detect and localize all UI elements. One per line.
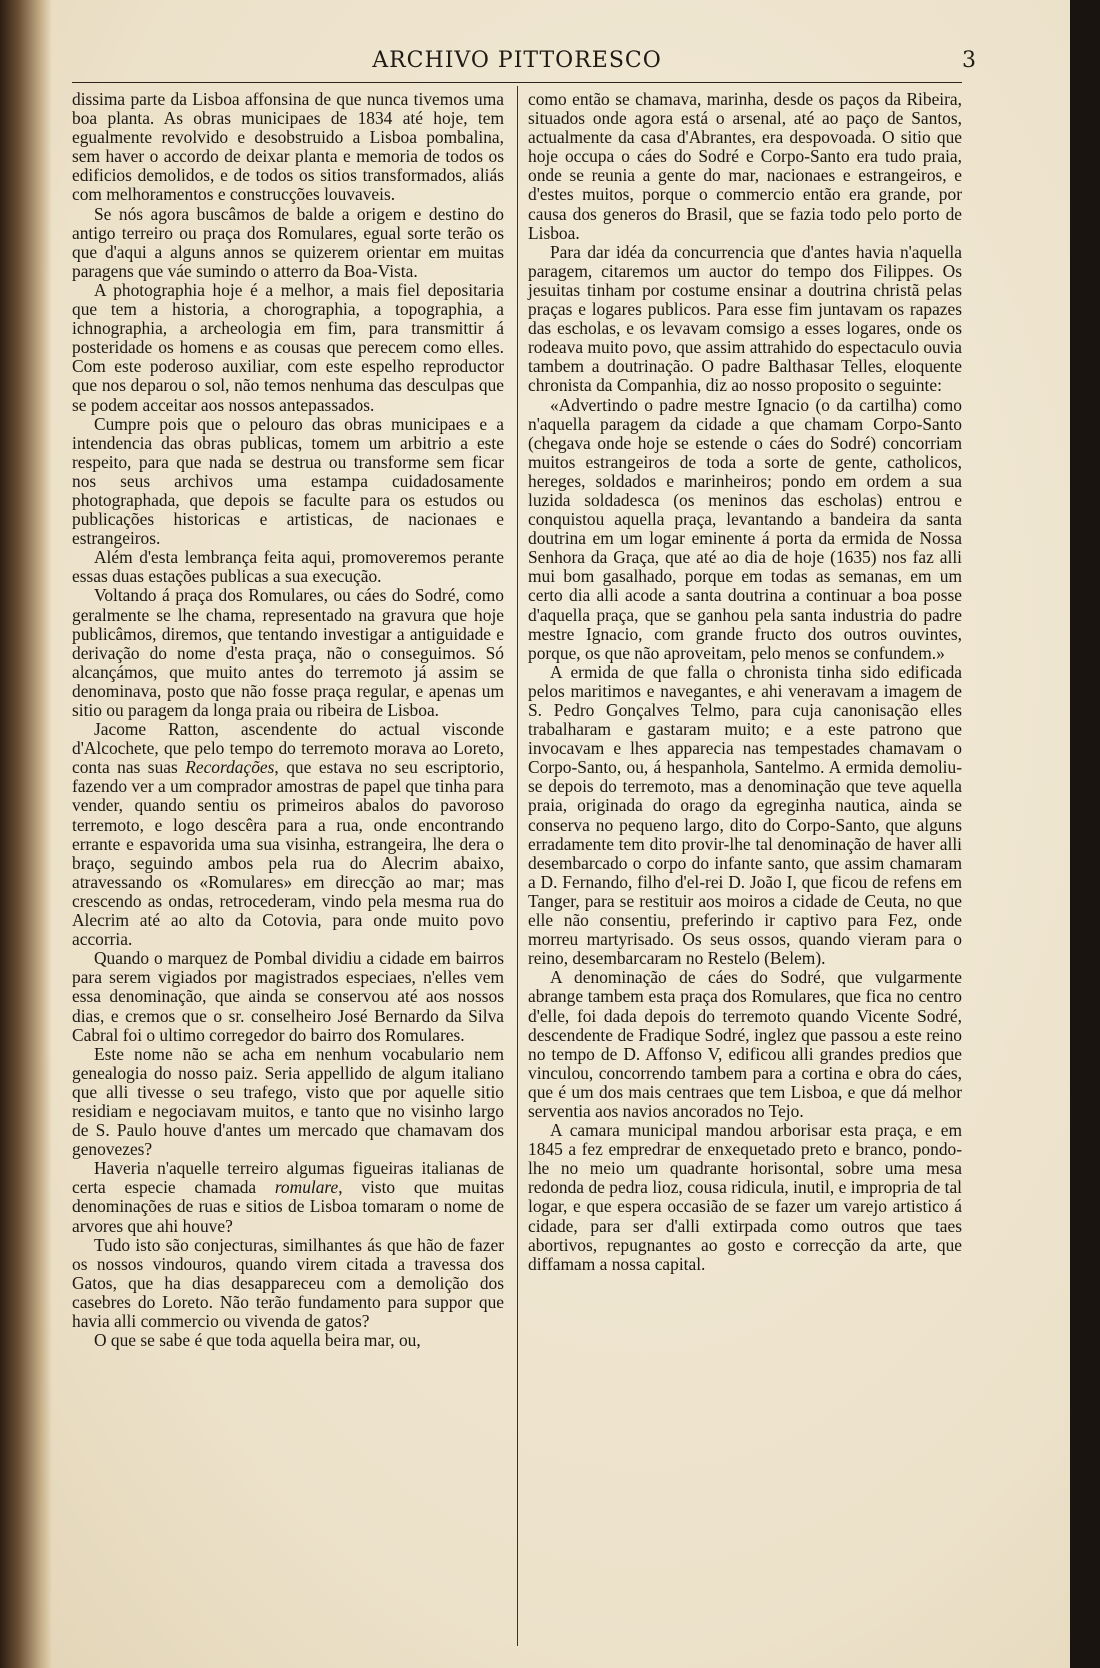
running-title: ARCHIVO PITTORESCO xyxy=(372,48,662,73)
paragraph: A photographia hoje é a melhor, a mais fiel depositaria que tem a historia, a chorographia, a topographia, a ichnographia, a archeologia em fim, para transmittir á posteridade os homens e as cousas que perecem como elles. Com este poderoso auxiliar, com este espelho reproductor que nos deparou o sol, não temos nenhuma das desculpas que se podem acceitar aos nossos antepassados. xyxy=(72,279,504,415)
left-column xyxy=(72,90,504,1350)
right-column xyxy=(528,90,962,1274)
paragraph: A denominação de cáes do Sodré, que vulgarmente abrange tambem esta praça dos Romulares, que fica no centro d'elle, foi dada depois do terremoto quando Vicente Sodré, descendente de Fradique Sodré, inglez que passou a este reino no tempo de D. Affonso V, edificou alli grandes predios que vinculou, concorrendo tambem para a cortina e obra do cáes, que é um dos mais centraes que tem Lisboa, e que dá melhor serventia aos navios ancorados no Tejo. xyxy=(528,967,962,1121)
paragraph: A camara municipal mandou arborisar esta praça, e em 1845 a fez empredrar de enxequetado preto e branco, pondo-lhe no meio um quadrante horisontal, sobre uma mesa redonda de pedra lioz, cousa ridicula, inutil, e impropria de tal logar, e que espera occasião de se fazer um varejo artistico á cidade, para ser d'alli extirpada como outros que taes abortivos, repugnantes ao gosto e correcção da arte, que diffamam a nossa capital. xyxy=(528,1120,962,1274)
paragraph: A ermida de que falla o chronista tinha sido edificada pelos maritimos e navegantes, e ahi veneravam a imagem de S. Pedro Gonçalves Telmo, para cuja canonisação elles trabalharam e gastaram muito; e a este patrono que invocavam e lhes apparecia nas tempestades chamavam o Corpo-Santo, ou, á hespanhola, Santelmo. A ermida demoliu-se depois do terremoto, mas a denominação que teve aquella praia, originada do orago da egreginha nautica, ainda se conserva no pequeno largo, dito do Corpo-Santo, que alguns erradamente tem dito provir-lhe tal denominação de haver alli desembarcado o corpo do infante santo, que assim chamaram a D. Fernando, filho d'el-rei D. João I, que ficou de refens em Tanger, para se restituir aos moiros a cidade de Ceuta, no que elle não consentiu, preferindo ir captivo para Fez, onde morreu martyrisado. Os seus ossos, quando vieram para o reino, desembarcaram no Restelo (Belem). xyxy=(528,661,962,969)
paragraph: dissima parte da Lisboa affonsina de que nunca tivemos uma boa planta. As obras municipaes de 1834 até hoje, tem egualmente revolvido e desobstruido a Lisboa pombalina, sem haver o accordo de deixar planta e memoria de todos os edificios demolidos, e de todos os sitios transformados, aliás com melhoramentos e construcções louvaveis. xyxy=(72,89,504,205)
paragraph: Este nome não se acha em nenhum vocabulario nem genealogia do nosso paiz. Seria appellido de algum italiano que alli tivesse o seu trafego, visto que por aquelle sitio residiam e negociavam muitos, e tanto que no visinho largo de S. Paulo houve d'antes um mercado que chamavam dos genovezes? xyxy=(72,1043,504,1160)
paragraph: como então se chamava, marinha, desde os paços da Ribeira, situados onde agora está o arsenal, até ao paço de Santos, actualmente da casa d'Abrantes, era despovoada. O sitio que hoje occupa o cáes do Sodré e Corpo-Santo era tudo praia, onde se reunia a gente do mar, nacionaes e estrangeiros, e d'estes muitos, porque o commercio então era grande, por causa dos generos do Brasil, que se fazia todo pelo porto de Lisboa. xyxy=(528,89,962,243)
paragraph: Além d'esta lembrança feita aqui, promoveremos perante essas duas estações publicas a sua execução. xyxy=(72,547,504,587)
paragraph-with-italic: Jacome Ratton, ascendente do actual visconde d'Alcochete, que pelo tempo do terremoto morava ao Loreto, conta nas suas Recordações, que estava no seu escriptorio, fazendo ver a um comprador amostras de papel que tinha para vender, quando sentiu os primeiros abalos do pavoroso terremoto, e logo descêra para a rua, onde encontrando errante e espavorida uma sua visinha, estrangeira, lhe dera o braço, seguindo ambos pela rua do Alecrim abaixo, atravessando os «Romulares» em direcção ao mar; mas crescendo as ondas, retrocederam, vindo pela mesma rua do Alecrim até ao alto da Cotovia, para onde muito povo accorria. xyxy=(72,719,504,950)
paragraph: O que se sabe é que toda aquella beira mar, ou, xyxy=(94,1330,421,1351)
paragraph: Para dar idéa da concurrencia que d'antes havia n'aquella paragem, citaremos um auctor do tempo dos Filippes. Os jesuitas tinham por costume ensinar a doutrina christã pelas praças e logares publicos. Para esse fim juntavam os rapazes das escholas, e os levavam comsigo a esses logares, onde os rodeava muito povo, que assim attrahido do espectaculo ouvia tambem a doutrinação. O padre Balthasar Telles, eloquente chronista da Companhia, diz ao nosso proposito o seguinte: xyxy=(528,241,962,396)
paragraph-with-italic: Haveria n'aquelle terreiro algumas figueiras italianas de certa especie chamada romulare, visto que muitas denominações de ruas e sitios de Lisboa tomaram o nome de arvores que ahi houve? xyxy=(72,1158,504,1236)
quotation-paragraph: «Advertindo o padre mestre Ignacio (o da cartilha) como n'aquella paragem da cidade a que chamam Corpo-Santo (chegava onde hoje se estende o cáes do Sodré) concorriam muitos estrangeiros de toda a sorte de gente, catholicos, hereges, soldados e marinheiros; pondo em ordem a sua luzida soldadesca (os meninos das escholas) entrou e conquistou aquella praça, levantando a bandeira da santa doutrina em um logar eminente á porta da ermida de Nossa Senhora da Graça, que até ao dia de hoje (1635) nos faz alli mui bom gasalhado, porque em todas as semanas, em um certo dia alli acode a santa doutrina a continuar a boa posse d'aquella praça, que se ganhou pela santa industria do padre mestre Ignacio, com grande fructo dos outros ouvintes, porque, os que não aproveitam, pelo menos se confundem.» xyxy=(528,394,962,663)
paragraph: Quando o marquez de Pombal dividiu a cidade em bairros para serem vigiados por magistrados especiaes, n'elles vem essa denominação, que ainda se conservou até aos nossos dias, e cremos que o sr. conselheiro José Bernardo da Silva Cabral foi o ultimo corregedor do bairro dos Romulares. xyxy=(72,948,504,1045)
book-spine-shadow xyxy=(0,0,52,1668)
paragraph: Voltando á praça dos Romulares, ou cáes do Sodré, como geralmente se lhe chama, representado na gravura que hoje publicâmos, diremos, que tentando investigar a antiguidade e derivação do nome d'esta praça, não o conseguimos. Só alcançámos, que muito antes do terremoto já assim se denominava, posto que não fosse praça regular, e apenas um sitio ou paragem da longa praia ou ribeira de Lisboa. xyxy=(72,585,504,720)
page-number: 3 xyxy=(962,48,976,73)
italic-term: Recordações xyxy=(185,757,275,778)
paragraph: Se nós agora buscâmos de balde a origem e destino do antigo terreiro ou praça dos Romulares, egual sorte terão os que d'aqui a alguns annos se quizerem orientar em muitas paragens que váe sumindo o atterro da Boa-Vista. xyxy=(72,203,504,281)
column-divider xyxy=(517,86,518,1646)
italic-term: romulare xyxy=(274,1177,339,1198)
paragraph: Cumpre pois que o pelouro das obras municipaes e a intendencia das obras publicas, tomem um arbitrio a este respeito, para que nada se destrua ou transforme sem ficar nos seus archivos uma estampa cuidadosamente photographada, que depois se faculte para os estudos ou publicações historicas e artisticas, de nacionaes e estrangeiros. xyxy=(72,413,504,549)
header-rule xyxy=(72,82,962,83)
paragraph: Tudo isto são conjecturas, similhantes ás que hão de fazer os nossos vindouros, quando virem citada a travessa dos Gatos, que ha dias desappareceu com a demolição dos casebres do Loreto. Não terão fundamento para suppor que havia alli commercio ou vivenda de gatos? xyxy=(72,1234,504,1331)
page-header xyxy=(72,48,976,78)
